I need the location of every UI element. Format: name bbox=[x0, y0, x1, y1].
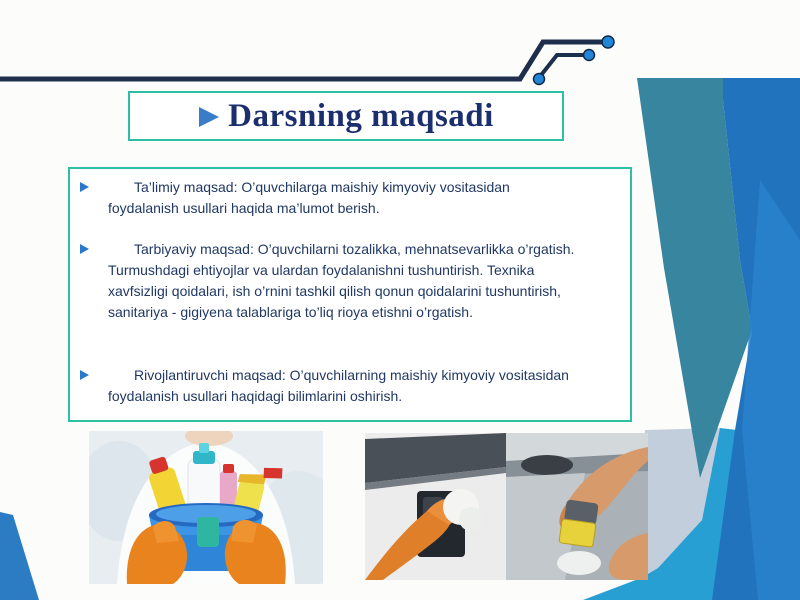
content-box bbox=[68, 167, 632, 422]
facet-gray-band bbox=[636, 428, 720, 578]
bullet-triangle-icon bbox=[80, 244, 89, 254]
facet-blue-band bbox=[712, 78, 800, 600]
bullet-triangle-icon bbox=[80, 370, 89, 380]
bullet-text: Tarbiyaviy maqsad: O’quvchilarni tozalikka, mehnatsevarlikka o’rgatish. Turmushdagi ehtiyojlar va ulardan foydalanishni tushuntirish. Texnika xavfsizligi qoidalari, ish o’rnini tashkil qilish qonun qoidalarini tushuntirish, sanitariya - gigiyena talablariga to’liq rioya etishni o’rgatish. bbox=[108, 241, 575, 320]
bullet-text: Rivojlantiruvchi maqsad: O’quvchilarning maishiy kimyoviy vositasidan foydalanish usullari haqidagi bilimlarini oshirish. bbox=[108, 367, 569, 404]
panel-wiping-appliance bbox=[365, 433, 506, 580]
facet-blue-inner bbox=[742, 180, 800, 600]
slide-title: Darsning maqsadi bbox=[228, 97, 494, 134]
bullet-item bbox=[70, 177, 630, 219]
bullet-triangle-icon bbox=[80, 182, 89, 192]
bullet-item bbox=[70, 365, 630, 407]
title-box bbox=[128, 91, 564, 141]
circuit-node-icon bbox=[602, 36, 614, 48]
photo-cleaning-supplies bbox=[89, 431, 323, 584]
play-triangle-icon bbox=[198, 106, 220, 128]
corner-wedge bbox=[0, 512, 39, 600]
bullet-text: Ta’limiy maqsad: O’quvchilarga maishiy kimyoviy vositasidan foydalanish usullari haqida ma’lumot berish. bbox=[108, 179, 510, 216]
photo-cleaning-collage bbox=[365, 433, 648, 580]
circuit-node-icon bbox=[584, 50, 595, 61]
circuit-node-icon bbox=[534, 74, 545, 85]
circuit-line-branch bbox=[538, 55, 586, 79]
facet-teal-band bbox=[637, 78, 752, 478]
panel-sponge-stove bbox=[506, 433, 648, 580]
bullet-item bbox=[70, 239, 630, 323]
circuit-line-main bbox=[0, 42, 606, 79]
